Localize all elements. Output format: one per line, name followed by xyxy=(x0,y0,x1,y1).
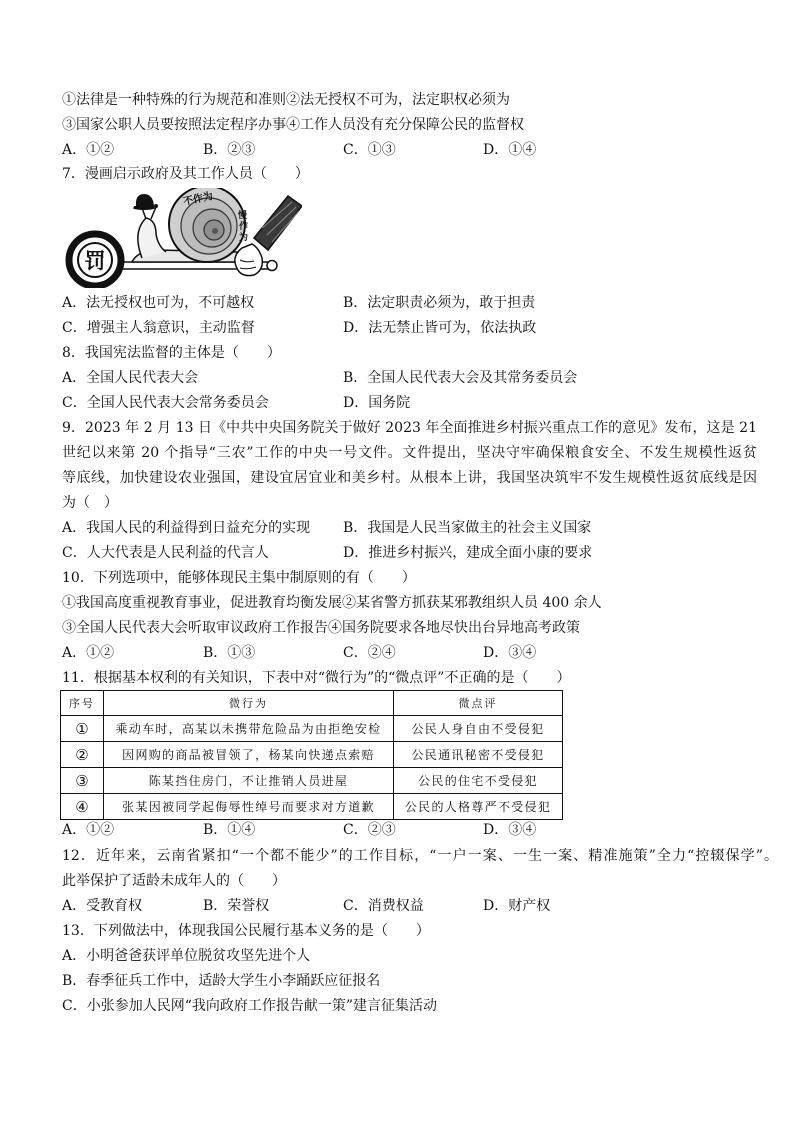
cartoon-eye xyxy=(154,204,158,208)
q7-option-d: D．法无禁止皆可为，依法执政 xyxy=(343,320,537,336)
table-header-action: 微行为 xyxy=(104,691,394,716)
q9-option-a: A．我国人民的利益得到日益充分的实现 xyxy=(62,520,311,536)
table-header-number: 序号 xyxy=(61,691,104,716)
q8-options-row-1 xyxy=(0,368,794,388)
q7-stem: 7．漫画启示政府及其工作人员（ ） xyxy=(62,166,309,182)
table-row xyxy=(61,768,563,794)
q7-options-row-1 xyxy=(0,293,794,313)
table-header-row xyxy=(61,691,563,716)
q10-stem: 10．下列选项中，能够体现民主集中制原则的有（ ） xyxy=(62,570,416,586)
table-cell-comment: 公民通讯秘密不受侵犯 xyxy=(394,742,563,768)
q12-option-d: D．财产权 xyxy=(483,898,551,914)
q6-option-b: B．②③ xyxy=(203,142,256,158)
q11-option-b: B．①④ xyxy=(203,822,256,838)
table-cell-number: ③ xyxy=(61,768,104,794)
q10-option-b: B．①③ xyxy=(203,645,256,661)
q9-stem-line-2: 世纪以来第 20 个指导“三农”工作的中央一号文件。文件提出，坚决守牢确保粮食安全、不发生规模性返贫 xyxy=(62,445,757,461)
q10-statement-line-2: ③全国人民代表大会听取审议政府工作报告④国务院要求各地尽快出台异地高考政策 xyxy=(62,620,580,636)
q12-option-b: B．荣誉权 xyxy=(203,898,270,914)
q7-option-a: A．法无授权也可为，不可越权 xyxy=(62,295,255,311)
q11-rights-table xyxy=(60,690,563,820)
table-row xyxy=(61,794,563,820)
cartoon-sleeve xyxy=(254,196,302,250)
q12-stem-line-1: 12．近年来，云南省紧扣“一个都不能少”的工作目标，“一户一案、一生一案、精准施策”全力“控辍保学”。 xyxy=(62,848,778,864)
q6-option-a: A．①② xyxy=(62,142,115,158)
table-cell-comment: 公民人身自由不受侵犯 xyxy=(394,716,563,742)
q8-option-d: D．国务院 xyxy=(343,395,411,411)
cartoon-hat xyxy=(134,194,154,208)
table-cell-action: 张某因被同学起侮辱性绰号而要求对方道歉 xyxy=(104,794,394,820)
q8-option-c: C．全国人民代表大会常务委员会 xyxy=(62,395,269,411)
q13-option-a: A．小明爸爸获评单位脱贫攻坚先进个人 xyxy=(62,948,311,964)
q12-options xyxy=(0,896,794,916)
cartoon-rod-knob xyxy=(267,261,277,271)
cartoon-badge-text: 罚 xyxy=(84,248,106,273)
q6-options xyxy=(0,140,794,160)
q10-statement-line-1: ①我国高度重视教育事业，促进教育均衡发展②某省警方抓获某邪教组织人员 400 余人 xyxy=(62,595,602,611)
q13-stem: 13．下列做法中，体现我国公民履行基本义务的是（ ） xyxy=(62,923,430,939)
table-cell-action: 陈某挡住房门，不让推销人员进屋 xyxy=(104,768,394,794)
cartoon-shell-side-char-1: 慢 xyxy=(238,211,248,221)
q9-options-row-1 xyxy=(0,518,794,538)
table-row xyxy=(61,716,563,742)
q11-option-c: C．②③ xyxy=(343,822,396,838)
q6-option-d: D．①④ xyxy=(483,142,537,158)
q8-option-b: B．全国人民代表大会及其常务委员会 xyxy=(343,370,578,386)
q8-options-row-2 xyxy=(0,393,794,413)
q9-stem-line-3: 等底线，加快建设农业强国，建设宜居宜业和美乡村。从根本上讲，我国坚决筑牢不发生规模性返贫底线是因 xyxy=(62,470,757,486)
q12-option-a: A．受教育权 xyxy=(62,898,143,914)
q8-option-a: A．全国人民代表大会 xyxy=(62,370,199,386)
q9-option-d: D．推进乡村振兴，建成全面小康的要求 xyxy=(343,545,593,561)
q9-option-b: B．我国是人民当家做主的社会主义国家 xyxy=(343,520,592,536)
table-header-comment: 微点评 xyxy=(394,691,563,716)
q7-options-row-2 xyxy=(0,318,794,338)
q10-option-a: A．①② xyxy=(62,645,115,661)
q12-option-c: C．消费权益 xyxy=(343,898,424,914)
q11-option-a: A．①② xyxy=(62,822,115,838)
cartoon-shell-top-text: 不作为 xyxy=(182,190,214,208)
q9-stem-line-4: 为（ ） xyxy=(62,495,118,511)
q6-statement-line-1: ①法律是一种特殊的行为规范和准则②法无授权不可为，法定职权必须为 xyxy=(62,92,510,108)
q10-option-d: D．③④ xyxy=(483,645,537,661)
q11-stem: 11．根据基本权利的有关知识，下表中对“微行为”的“微点评”不正确的是（ ） xyxy=(62,670,571,686)
q8-stem: 8．我国宪法监督的主体是（ ） xyxy=(62,345,281,361)
cartoon-snail-illustration xyxy=(62,188,302,288)
table-cell-action: 因网购的商品被冒领了，杨某向快递点索赔 xyxy=(104,742,394,768)
table-row xyxy=(61,742,563,768)
q10-option-c: C．②④ xyxy=(343,645,396,661)
table-cell-action: 乘动车时，高某以未携带危险品为由拒绝安检 xyxy=(104,716,394,742)
cartoon-hand xyxy=(235,244,262,276)
table-cell-number: ② xyxy=(61,742,104,768)
q12-stem-line-2: 此举保护了适龄未成年人的（ ） xyxy=(62,873,286,889)
cartoon-shell-side-char-2: 作 xyxy=(239,222,249,232)
q7-option-c: C．增强主人翁意识，主动监督 xyxy=(62,320,255,336)
table-cell-comment: 公民的人格尊严不受侵犯 xyxy=(394,794,563,820)
q6-statement-line-2: ③国家公职人员要按照法定程序办事④工作人员没有充分保障公民的监督权 xyxy=(62,117,524,133)
q9-options-row-2 xyxy=(0,543,794,563)
q10-options xyxy=(0,643,794,663)
q13-option-b: B．春季征兵工作中，适龄大学生小李踊跃应征报名 xyxy=(62,973,381,989)
q11-option-d: D．③④ xyxy=(483,822,537,838)
q11-options xyxy=(0,820,794,840)
cartoon-shell-side-char-3: 为 xyxy=(239,233,249,243)
q9-stem-line-1: 9．2023 年 2 月 13 日《中共中央国务院关于做好 2023 年全面推进乡村振兴重点工作的意见》发布，这是 21 xyxy=(62,420,757,436)
table-cell-comment: 公民的住宅不受侵犯 xyxy=(394,768,563,794)
table-cell-number: ④ xyxy=(61,794,104,820)
q9-option-c: C．人大代表是人民利益的代言人 xyxy=(62,545,269,561)
q6-option-c: C．①③ xyxy=(343,142,396,158)
cartoon-snail-neck xyxy=(138,218,166,258)
cartoon-shell-core xyxy=(212,228,218,234)
table-cell-number: ① xyxy=(61,716,104,742)
cartoon-hat-brim xyxy=(133,206,155,210)
q13-option-c: C．小张参加人民网“我向政府工作报告献一策”建言征集活动 xyxy=(62,998,438,1014)
q7-option-b: B．法定职责必须为，敢于担责 xyxy=(343,295,536,311)
